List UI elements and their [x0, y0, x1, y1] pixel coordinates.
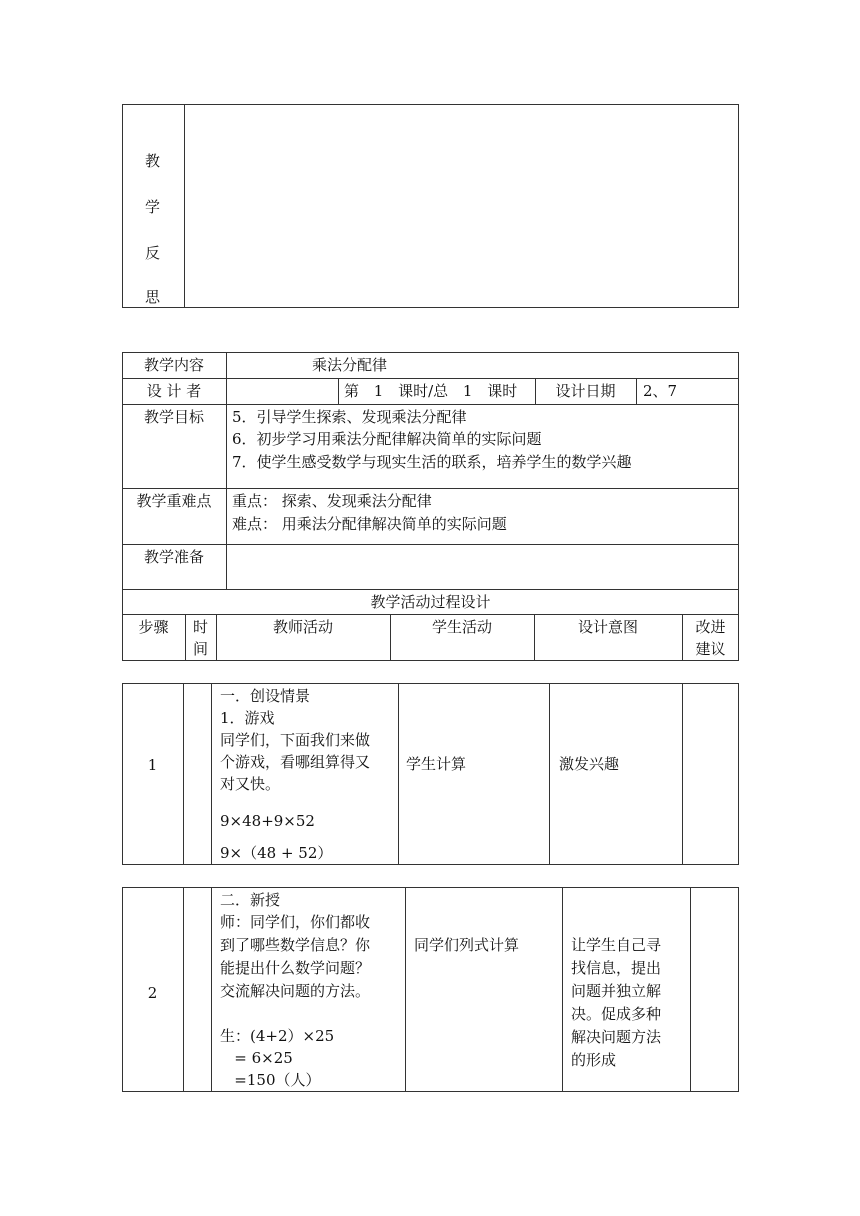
- row-rule: [122, 544, 739, 545]
- col-rule: [338, 378, 339, 404]
- step1-teacher-line: 1．游戏: [220, 709, 275, 727]
- col-header-step: 步骤: [138, 618, 169, 636]
- step2-teacher-line: 到了哪些数学信息？你: [220, 936, 371, 954]
- reflection-label-char: 教: [145, 152, 161, 170]
- reflection-label-char: 反: [145, 244, 161, 262]
- goal-item: 7．使学生感受数学与现实生活的联系，培养学生的数学兴趣: [232, 453, 632, 471]
- col-rule: [211, 887, 212, 1092]
- col-header-teacher: 教师活动: [272, 618, 333, 636]
- content-label: 教学内容: [143, 356, 204, 374]
- step1-number: 1: [147, 756, 158, 774]
- key-point: 难点： 用乘法分配律解决简单的实际问题: [232, 515, 507, 533]
- col-header-suggest: 建议: [695, 640, 726, 658]
- col-rule: [211, 683, 212, 865]
- step2-teacher-line: 师：同学们，你们都收: [220, 913, 371, 931]
- col-header-time: 时: [192, 618, 208, 636]
- designer-label: 设 计 者: [146, 382, 202, 400]
- step1-intent: 激发兴趣: [559, 755, 620, 773]
- col-rule: [562, 887, 563, 1092]
- step2-intent-line: 解决问题方法: [571, 1028, 662, 1046]
- goal-item: 6．初步学习用乘法分配律解决简单的实际问题: [232, 430, 542, 448]
- goal-item: 5．引导学生探索、发现乘法分配律: [232, 408, 467, 426]
- content-value: 乘法分配律: [312, 356, 388, 374]
- step2-number: 2: [147, 984, 158, 1002]
- row-rule: [122, 589, 739, 590]
- col-rule: [690, 887, 691, 1092]
- col-header-intent: 设计意图: [577, 618, 638, 636]
- col-rule: [226, 352, 227, 589]
- period-text: 第 1 课时/总 1 课时: [344, 382, 518, 400]
- col-rule: [405, 887, 406, 1092]
- step2-student: 同学们列式计算: [414, 936, 520, 954]
- key-label: 教学重难点: [136, 492, 212, 510]
- reflection-divider: [184, 104, 185, 308]
- step2-teacher-line: 能提出什么数学问题？: [220, 959, 371, 977]
- step2-intent-line: 问题并独立解: [571, 982, 662, 1000]
- col-header-student: 学生活动: [431, 618, 492, 636]
- design-date-label: 设计日期: [555, 382, 616, 400]
- step2-teacher-line: 二．新授: [220, 891, 281, 909]
- col-rule: [183, 887, 184, 1092]
- step1-teacher-line: 一．创设情景: [220, 687, 311, 705]
- row-rule: [122, 404, 739, 405]
- step1-formula: 9×（48 + 52）: [220, 844, 333, 862]
- step2-calc-line: =150（人）: [220, 1071, 321, 1089]
- step2-intent-line: 找信息，提出: [571, 959, 662, 977]
- col-rule: [636, 378, 637, 404]
- col-header-suggest: 改进: [695, 618, 726, 636]
- col-rule: [183, 683, 184, 865]
- step2-intent-line: 的形成: [571, 1051, 617, 1069]
- step2-calc-line: 生：(4+2）×25: [220, 1027, 335, 1045]
- reflection-content-area[interactable]: [186, 106, 736, 306]
- step2-calc-line: = 6×25: [220, 1049, 293, 1067]
- step2-teacher-line: 交流解决问题的方法。: [220, 982, 371, 1000]
- process-title: 教学活动过程设计: [370, 593, 491, 611]
- col-header-time: 间: [192, 640, 208, 658]
- step2-intent-line: 决。促成多种: [571, 1005, 662, 1023]
- design-date-value: 2、7: [643, 382, 678, 400]
- key-point: 重点： 探索、发现乘法分配律: [232, 492, 432, 510]
- col-rule: [549, 683, 550, 865]
- reflection-label-char: 思: [145, 288, 161, 306]
- goals-label: 教学目标: [143, 408, 204, 426]
- step1-student: 学生计算: [406, 755, 467, 773]
- col-rule: [682, 683, 683, 865]
- col-rule: [398, 683, 399, 865]
- step1-teacher-line: 对又快。: [220, 775, 281, 793]
- step1-teacher-line: 个游戏，看哪组算得又: [220, 753, 371, 771]
- step1-formula: 9×48+9×52: [220, 812, 315, 830]
- row-rule: [122, 378, 739, 379]
- prep-label: 教学准备: [143, 548, 204, 566]
- row-rule: [122, 614, 739, 615]
- step1-teacher-line: 同学们，下面我们来做: [220, 731, 371, 749]
- step2-intent-line: 让学生自己寻: [571, 936, 662, 954]
- row-rule: [122, 488, 739, 489]
- reflection-label-char: 学: [145, 198, 161, 216]
